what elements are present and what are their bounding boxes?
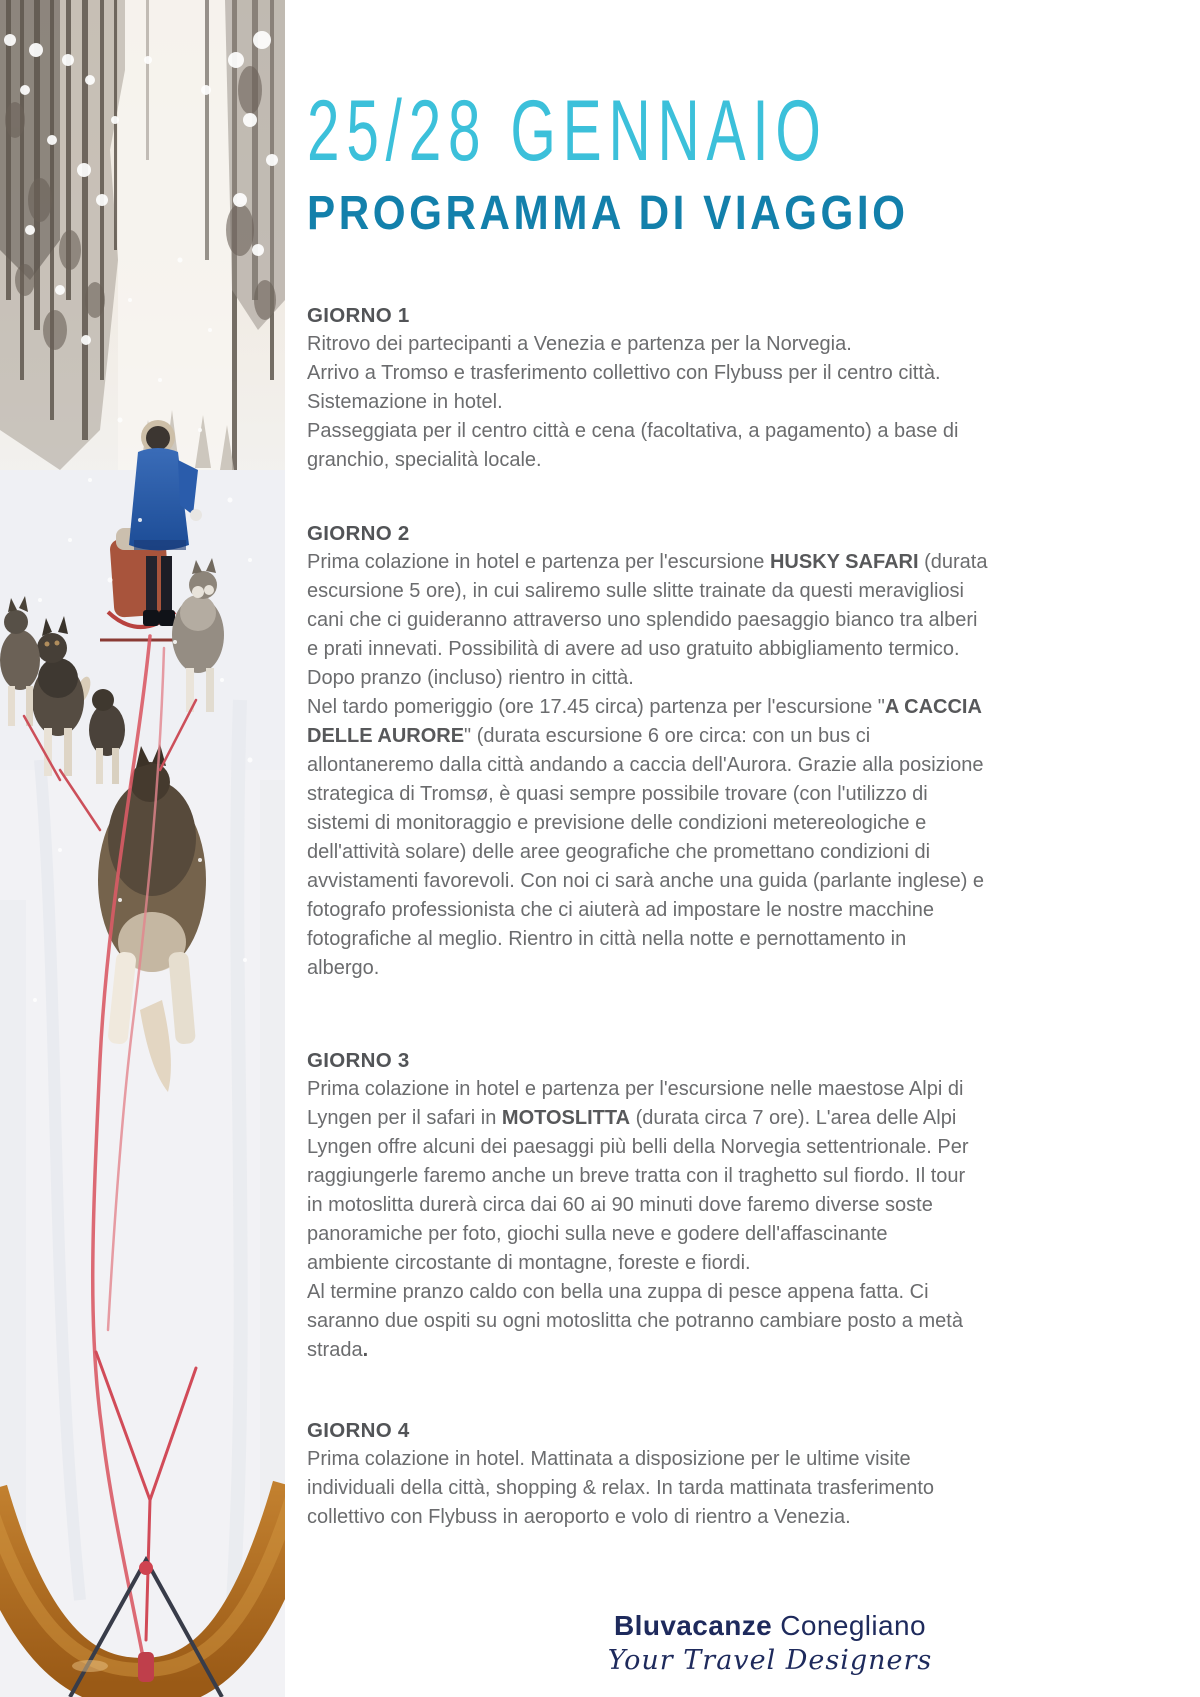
text-line: saranno due ospiti su ogni motoslitta che potranno cambiare posto a metà xyxy=(307,1310,963,1332)
text-line: raggiungerle faremo anche un breve tratta con il traghetto sul fiordo. Il tour xyxy=(307,1165,966,1187)
brand-name: Bluvacanze xyxy=(614,1610,773,1641)
text-line: Sistemazione in hotel. xyxy=(307,391,503,413)
agency-logo xyxy=(560,1610,980,1676)
text-line: Arrivo a Tromso e trasferimento collettivo con Flybuss per il centro città. xyxy=(307,362,941,384)
text-line: Al termine pranzo caldo con bella una zuppa di pesce appena fatta. Ci xyxy=(307,1281,929,1303)
day-4-body xyxy=(307,1445,1187,1532)
text-line: albergo. xyxy=(307,957,380,979)
text-line: in motoslitta durerà circa dai 60 ai 90 minuti dove faremo diverse soste xyxy=(307,1194,933,1216)
text-line: Ritrovo dei partecipanti a Venezia e partenza per la Norvegia. xyxy=(307,333,852,355)
text-line: strada. xyxy=(307,1339,369,1361)
text-line: sistemi di monitoraggio e previsione delle condizioni metereologiche e xyxy=(307,812,927,834)
text-line: cani che ci guideranno attraverso uno splendido paesaggio bianco tra alberi xyxy=(307,609,978,631)
text-line: allontaneremo dalla città andando a caccia dell'Aurora. Grazie alla posizione xyxy=(307,754,984,776)
day-4-heading: GIORNO 4 xyxy=(307,1419,410,1442)
agency-tagline: Your Travel Designers xyxy=(607,1645,933,1676)
text-line: Prima colazione in hotel. Mattinata a disposizione per le ultime visite xyxy=(307,1448,911,1470)
text-line: Prima colazione in hotel e partenza per l'escursione HUSKY SAFARI (durata xyxy=(307,551,988,573)
text-line: Nel tardo pomeriggio (ore 17.45 circa) partenza per l'escursione "A CACCIA xyxy=(307,696,982,718)
text-line: dell'attività solare) delle aree geografiche che promettano condizioni di xyxy=(307,841,931,863)
page-title: 25/28 GENNAIO xyxy=(307,83,828,179)
day-1-body xyxy=(307,330,1187,475)
brand-city: Conegliano xyxy=(780,1610,926,1641)
text-line: DELLE AURORE" (durata escursione 6 ore circa: con un bus ci xyxy=(307,725,871,747)
text-line: Lyngen per il safari in MOTOSLITTA (durata circa 7 ore). L'area delle Alpi xyxy=(307,1107,957,1129)
text-line: Dopo pranzo (incluso) rientro in città. xyxy=(307,667,634,689)
day-3-section xyxy=(307,1046,1187,1365)
agency-brand xyxy=(560,1610,980,1642)
text-line: avvistamenti favorevoli. Con noi ci sarà anche una guida (parlante inglese) e xyxy=(307,870,985,892)
text-line: escursione 5 ore), in cui saliremo sulle slitte trainate da questi meravigliosi xyxy=(307,580,964,602)
text-line: fotografiche al meglio. Rientro in città nella notte e pernottamento in xyxy=(307,928,907,950)
day-2-body xyxy=(307,548,1187,983)
day-2-section xyxy=(307,519,1187,983)
text-line: Lyngen offre alcuni dei paesaggi più belli della Norvegia settentrionale. Per xyxy=(307,1136,969,1158)
day-2-heading: GIORNO 2 xyxy=(307,522,410,545)
day-1-heading: GIORNO 1 xyxy=(307,304,410,327)
text-line: collettivo con Flybuss in aeroporto e volo di rientro a Venezia. xyxy=(307,1506,851,1528)
day-4-section xyxy=(307,1416,1187,1532)
day-1-section xyxy=(307,301,1187,475)
text-line: panoramiche per foto, giochi sulla neve e godere dell'affascinante xyxy=(307,1223,888,1245)
page-subtitle: PROGRAMMA DI VIAGGIO xyxy=(307,187,909,240)
text-line: Passeggiata per il centro città e cena (facoltativa, a pagamento) a base di xyxy=(307,420,959,442)
text-line: strategica di Tromsø, è quasi sempre possibile trovare (con l'utilizzo di xyxy=(307,783,928,805)
text-line: Prima colazione in hotel e partenza per l'escursione nelle maestose Alpi di xyxy=(307,1078,964,1100)
text-line: granchio, specialità locale. xyxy=(307,449,542,471)
day-3-body xyxy=(307,1075,1187,1365)
text-line: e prati innevati. Possibilità di avere ad uso gratuito abbigliamento termico. xyxy=(307,638,960,660)
text-line: fotografo professionista che ci aiuterà ad impostare le nostre macchine xyxy=(307,899,935,921)
day-3-heading: GIORNO 3 xyxy=(307,1049,410,1072)
text-line: ambiente circostante di montagne, foreste e fiordi. xyxy=(307,1252,751,1274)
text-line: individuali della città, shopping & relax. In tarda mattinata trasferimento xyxy=(307,1477,935,1499)
